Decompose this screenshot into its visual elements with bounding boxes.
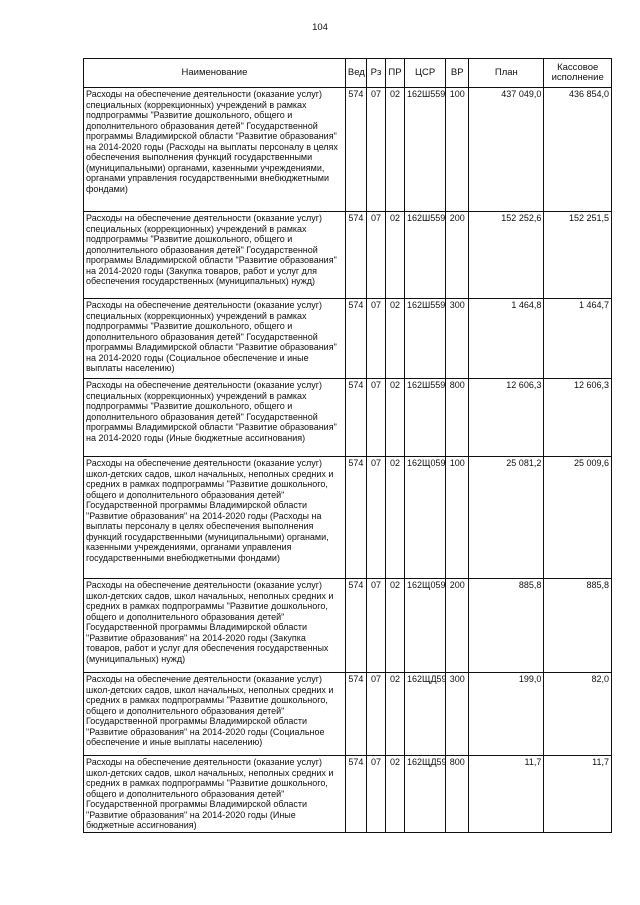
cell-plan: 1 464,8 [469, 299, 544, 379]
cell-pr: 02 [385, 88, 404, 212]
cell-name: Расходы на обеспечение деятельности (оказание услуг) специальных (коррекционных) учреждений в рамках подпрограммы "Развитие дошкольного, общего и дополнительного образования детей" Государственной программы Владимирской области "Развитие образования" на 2014-2020 годы (Закупка товаров, работ и услуг для обеспечения государственных (муниципальных) нужд) [84, 212, 346, 299]
cell-vr: 300 [446, 299, 469, 379]
cell-name: Расходы на обеспечение деятельности (оказание услуг) специальных (коррекционных) учреждений в рамках подпрограммы "Развитие дошкольного, общего и дополнительного образования детей" Государственной программы Владимирской области "Развитие образования" на 2014-2020 годы (Расходы на выплаты персоналу в целях обеспечения выполнения функций государственными (муниципальными) органами, казенными учреждениями, органами управления государственными внебюджетными фондами) [84, 88, 346, 212]
header-vr: ВР [446, 59, 469, 88]
cell-ved: 574 [345, 212, 366, 299]
cell-rz: 07 [366, 457, 385, 579]
table-row [84, 579, 612, 673]
cell-ved: 574 [345, 299, 366, 379]
cell-cash: 11,7 [544, 756, 612, 833]
cell-name: Расходы на обеспечение деятельности (оказание услуг) специальных (коррекционных) учреждений в рамках подпрограммы "Развитие дошкольного, общего и дополнительного образования детей" Государственной программы Владимирской области "Развитие образования" на 2014-2020 годы (Социальное обеспечение и иные выплаты населению) [84, 299, 346, 379]
cell-plan: 437 049,0 [469, 88, 544, 212]
cell-pr: 02 [385, 299, 404, 379]
cell-rz: 07 [366, 379, 385, 457]
cell-rz: 07 [366, 212, 385, 299]
cell-ved: 574 [345, 673, 366, 756]
cell-pr: 02 [385, 579, 404, 673]
cell-name: Расходы на обеспечение деятельности (оказание услуг) школ-детских садов, школ начальных, неполных средних и средних в рамках подпрограммы "Развитие дошкольного, общего и дополнительного образования детей" Государственной программы Владимирской области "Развитие образования" на 2014-2020 годы (Закупка товаров, работ и услуг для обеспечения государственных (муниципальных) нужд) [84, 579, 346, 673]
page-number: 104 [312, 22, 328, 33]
cell-rz: 07 [366, 756, 385, 833]
cell-cash: 885,8 [544, 579, 612, 673]
budget-table [83, 58, 612, 833]
cell-plan: 885,8 [469, 579, 544, 673]
cell-rz: 07 [366, 88, 385, 212]
cell-cash: 152 251,5 [544, 212, 612, 299]
header-name: Наименование [84, 59, 346, 88]
cell-plan: 199,0 [469, 673, 544, 756]
table-header-row [84, 59, 612, 88]
cell-name: Расходы на обеспечение деятельности (оказание услуг) школ-детских садов, школ начальных, неполных средних и средних в рамках подпрограммы "Развитие дошкольного, общего и дополнительного образования детей" Государственной программы Владимирской области "Развитие образования" на 2014-2020 годы (Социальное обеспечение и иные выплаты населению) [84, 673, 346, 756]
cell-ved: 574 [345, 457, 366, 579]
cell-rz: 07 [366, 299, 385, 379]
cell-cash: 1 464,7 [544, 299, 612, 379]
cell-rz: 07 [366, 673, 385, 756]
cell-csr: 162Щ059 [404, 457, 445, 579]
cell-pr: 02 [385, 457, 404, 579]
cell-pr: 02 [385, 673, 404, 756]
cell-csr: 162ЩД59 [404, 673, 445, 756]
table-row [84, 88, 612, 212]
table-row [84, 379, 612, 457]
header-rz: Рз [366, 59, 385, 88]
cell-rz: 07 [366, 579, 385, 673]
cell-cash: 25 009,6 [544, 457, 612, 579]
cell-vr: 100 [446, 88, 469, 212]
cell-name: Расходы на обеспечение деятельности (оказание услуг) школ-детских садов, школ начальных, неполных средних и средних в рамках подпрограммы "Развитие дошкольного, общего и дополнительного образования детей" Государственной программы Владимирской области "Развитие образования" на 2014-2020 годы (Расходы на выплаты персоналу в целях обеспечения выполнения функций государственными (муниципальными) органами, казенными учреждениями, органами управления государственными внебюджетными фондами) [84, 457, 346, 579]
cell-vr: 200 [446, 579, 469, 673]
header-cash: Кассовое исполнение [544, 59, 612, 88]
cell-ved: 574 [345, 88, 366, 212]
table-row [84, 756, 612, 833]
cell-csr: 162Ш559 [404, 88, 445, 212]
cell-pr: 02 [385, 212, 404, 299]
cell-name: Расходы на обеспечение деятельности (оказание услуг) школ-детских садов, школ начальных, неполных средних и средних в рамках подпрограммы "Развитие дошкольного, общего и дополнительного образования детей" Государственной программы Владимирской области "Развитие образования" на 2014-2020 годы (Иные бюджетные ассигнования) [84, 756, 346, 833]
cell-csr: 162Ш559 [404, 212, 445, 299]
header-csr: ЦСР [404, 59, 445, 88]
cell-csr: 162Ш559 [404, 299, 445, 379]
cell-plan: 25 081,2 [469, 457, 544, 579]
cell-cash: 436 854,0 [544, 88, 612, 212]
table-row [84, 212, 612, 299]
cell-vr: 800 [446, 756, 469, 833]
cell-cash: 12 606,3 [544, 379, 612, 457]
cell-vr: 100 [446, 457, 469, 579]
cell-plan: 152 252,6 [469, 212, 544, 299]
cell-ved: 574 [345, 756, 366, 833]
cell-plan: 12 606,3 [469, 379, 544, 457]
cell-vr: 300 [446, 673, 469, 756]
cell-ved: 574 [345, 579, 366, 673]
cell-csr: 162ЩД59 [404, 756, 445, 833]
table-row [84, 673, 612, 756]
header-plan: План [469, 59, 544, 88]
cell-cash: 82,0 [544, 673, 612, 756]
cell-csr: 162Щ059 [404, 579, 445, 673]
cell-pr: 02 [385, 379, 404, 457]
table-row [84, 457, 612, 579]
cell-plan: 11,7 [469, 756, 544, 833]
header-ved: Вед [345, 59, 366, 88]
cell-vr: 800 [446, 379, 469, 457]
cell-ved: 574 [345, 379, 366, 457]
header-pr: ПР [385, 59, 404, 88]
cell-csr: 162Ш559 [404, 379, 445, 457]
cell-pr: 02 [385, 756, 404, 833]
cell-name: Расходы на обеспечение деятельности (оказание услуг) специальных (коррекционных) учреждений в рамках подпрограммы "Развитие дошкольного, общего и дополнительного образования детей" Государственной программы Владимирской области "Развитие образования" на 2014-2020 годы (Иные бюджетные ассигнования) [84, 379, 346, 457]
table-row [84, 299, 612, 379]
cell-vr: 200 [446, 212, 469, 299]
